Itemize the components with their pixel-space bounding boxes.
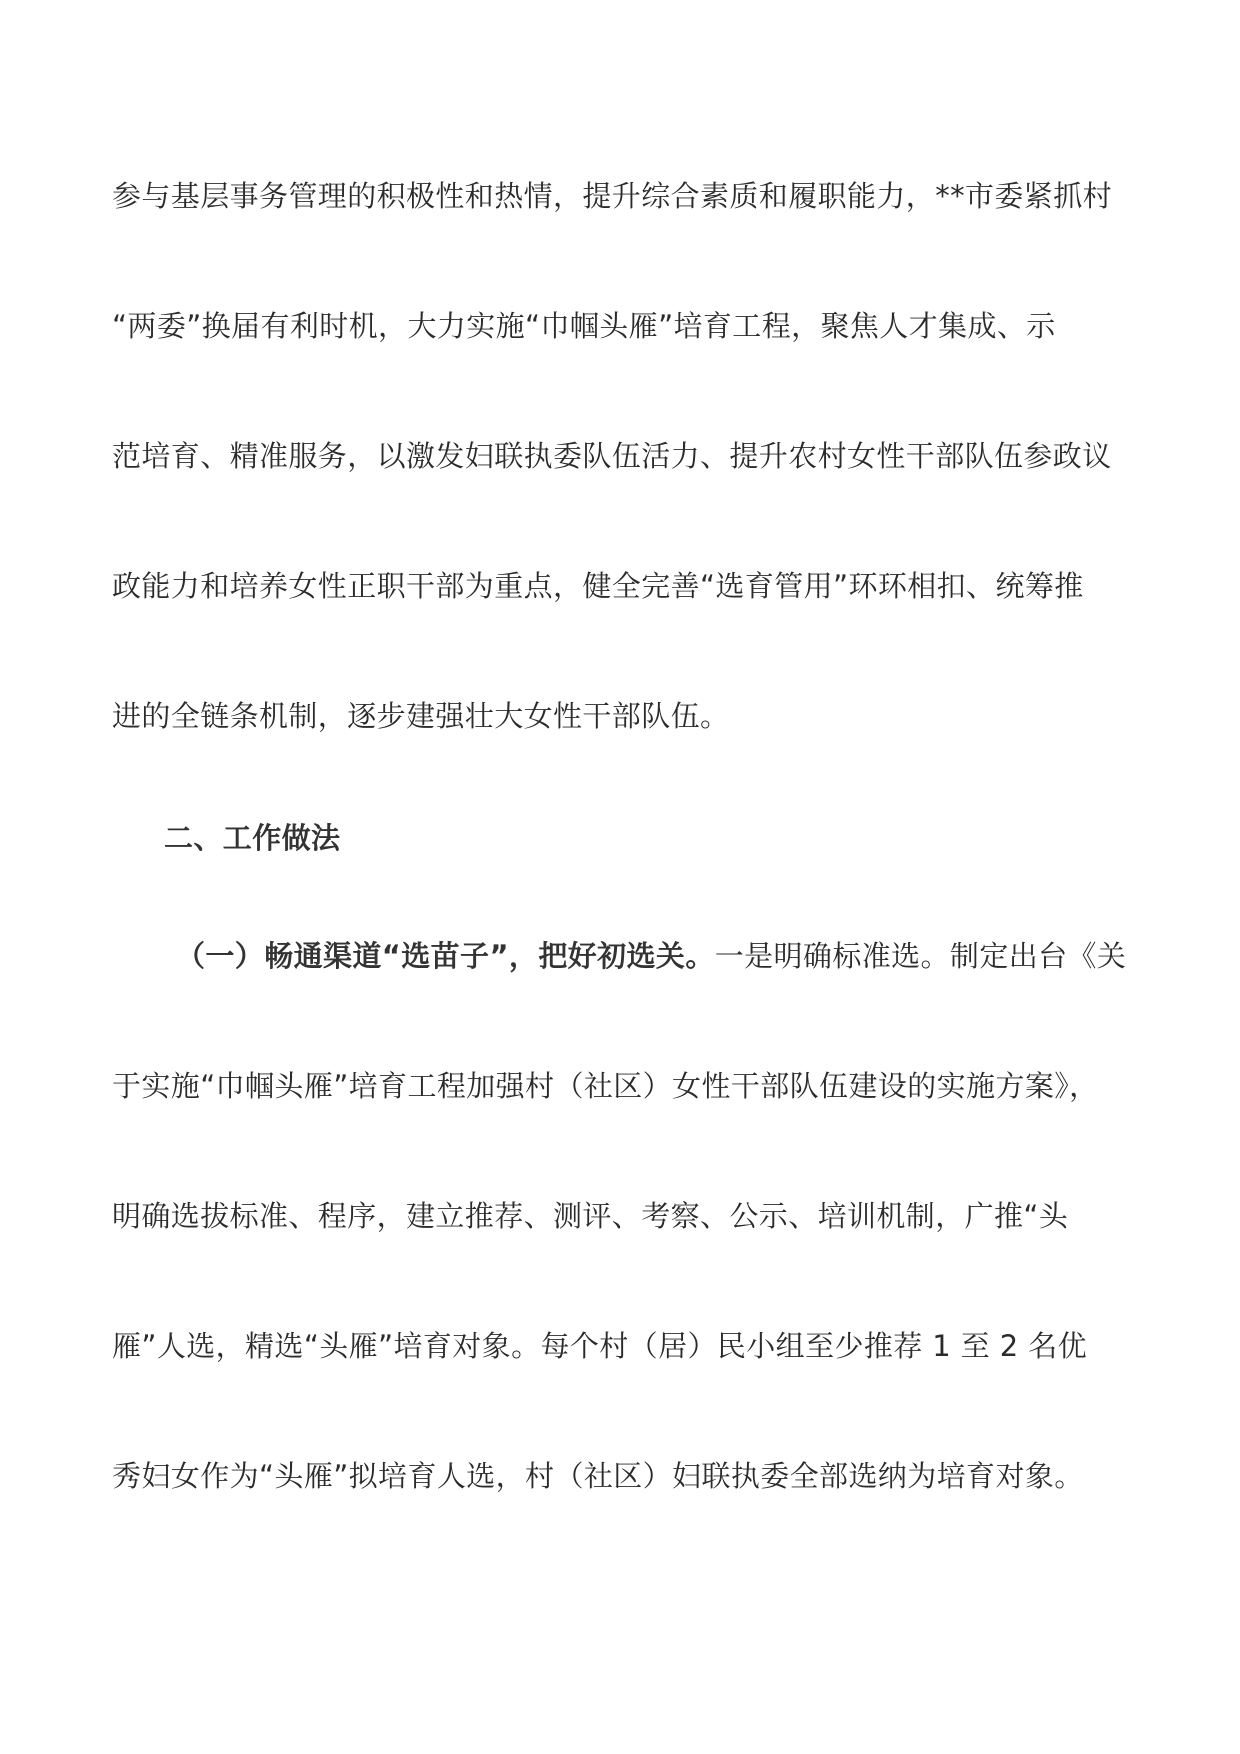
paragraph-line-5: 进的全链条机制，逐步建强壮大女性干部队伍。	[112, 699, 730, 733]
paragraph-line-2: “两委”换届有利时机，大力实施“巾帼头雁”培育工程，聚焦人才集成、示	[112, 309, 1056, 343]
subsection-line-5: 秀妇女作为“头雁”拟培育人选，村（社区）妇联执委全部选纳为培育对象。	[112, 1459, 1084, 1493]
paragraph-line-4: 政能力和培养女性正职干部为重点，健全完善“选育管用”环环相扣、统筹推	[112, 569, 1084, 603]
subsection-line-3: 明确选拔标准、程序，建立推荐、测评、考察、公示、培训机制，广推“头	[112, 1199, 1069, 1233]
paragraph-line-3: 范培育、精准服务，以激发妇联执委队伍活力、提升农村女性干部队伍参政议	[112, 439, 1112, 473]
section-heading: 二、工作做法	[164, 821, 341, 855]
subsection-first-line	[176, 936, 1206, 976]
subsection-first-line-rest: 一是明确标准选。制定出台《关	[714, 939, 1127, 973]
paragraph-line-1: 参与基层事务管理的积极性和热情，提升综合素质和履职能力，**市委紧抓村	[112, 179, 1113, 213]
subsection-line-4: 雁”人选，精选“头雁”培育对象。每个村（居）民小组至少推荐 1 至 2 名优	[112, 1329, 1088, 1363]
subsection-bold-lead: （一）畅通渠道“选苗子”，把好初选关。	[176, 939, 715, 973]
subsection-line-2: 于实施“巾帼头雁”培育工程加强村（社区）女性干部队伍建设的实施方案》，	[112, 1069, 1099, 1103]
